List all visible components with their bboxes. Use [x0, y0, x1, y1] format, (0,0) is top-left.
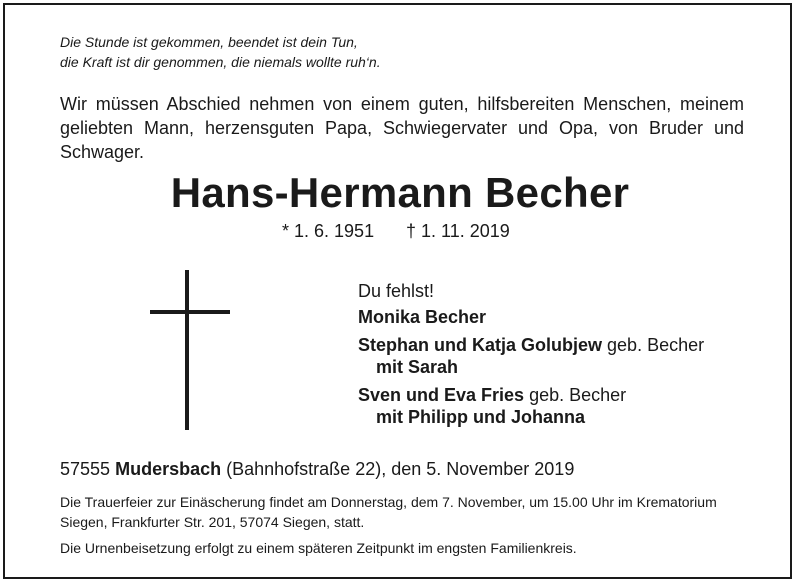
- family-1-names: Stephan und Katja Golubjew: [358, 335, 603, 355]
- cross-horizontal-bar: [150, 310, 230, 314]
- intro-text: Wir müssen Abschied nehmen von einem guten, hilfsbereiten Menschen, meinem geliebten Mann, herzensguten Papa, Schwiegervater und Opa, von Bruder und Schwager.: [60, 94, 744, 162]
- family-1-note: geb. Becher: [607, 335, 705, 355]
- mourner-lead: Du fehlst!: [358, 281, 435, 301]
- poem-line-1: Die Stunde ist gekommen, beendet ist dein Tun,: [60, 34, 358, 50]
- funeral-notice: Die Trauerfeier zur Einäscherung findet am Donnerstag, dem 7. November, um 15.00 Uhr im Krematorium Siegen, Frankfurter Str. 201, 57074 Siegen, statt.: [60, 494, 717, 530]
- family-2-names: Sven und Eva Fries: [358, 385, 525, 405]
- deceased-name: Hans-Hermann Becher: [170, 169, 630, 216]
- cross-vertical-bar: [185, 270, 189, 430]
- poem-line-2: die Kraft ist dir genommen, die niemals wollte ruh‘n.: [60, 54, 381, 70]
- mourner-family-2: [358, 384, 626, 406]
- birth-date: * 1. 6. 1951: [282, 221, 375, 241]
- place-date-line: [60, 458, 574, 480]
- mourner-spouse: Monika Becher: [358, 307, 487, 327]
- place-town: Mudersbach: [115, 459, 222, 479]
- family-2-note: geb. Becher: [529, 385, 627, 405]
- place-zip: 57555: [60, 459, 111, 479]
- death-date: † 1. 11. 2019: [406, 221, 510, 241]
- urn-notice: Die Urnenbeisetzung erfolgt zu einem späteren Zeitpunkt im engsten Familienkreis.: [60, 540, 577, 556]
- family-2-children: mit Philipp und Johanna: [376, 407, 585, 427]
- family-1-children: mit Sarah: [376, 357, 459, 377]
- mourner-family-1: [358, 334, 704, 356]
- place-address-date: (Bahnhofstraße 22), den 5. November 2019: [226, 459, 575, 479]
